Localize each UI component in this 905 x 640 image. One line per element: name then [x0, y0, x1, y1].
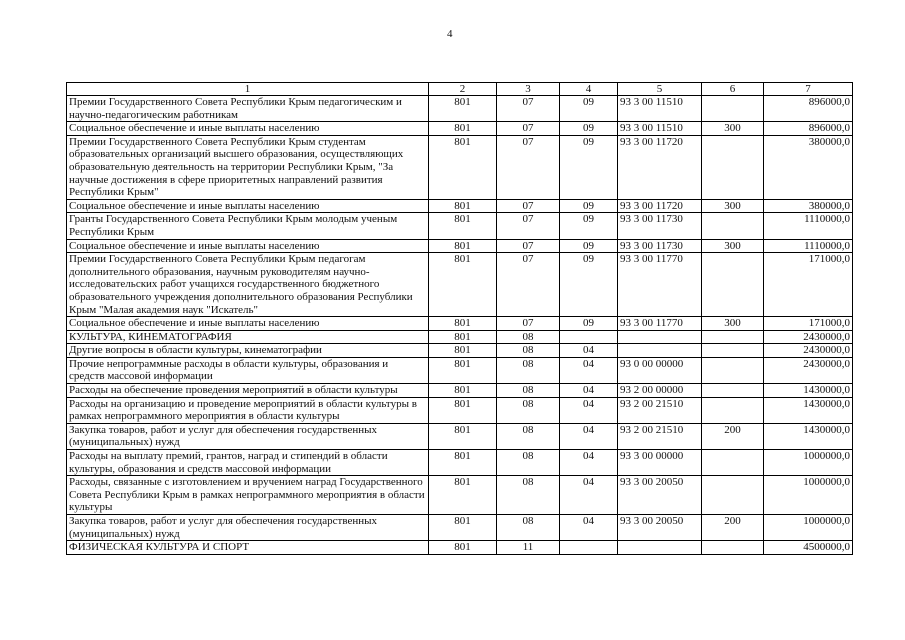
- header-cell: 6: [702, 83, 764, 96]
- row-description: Закупка товаров, работ и услуг для обеспечения государственных (муниципальных) нужд: [67, 515, 429, 541]
- row-description: Социальное обеспечение и иные выплаты населению: [67, 122, 429, 136]
- row-subsection-code: 04: [560, 357, 618, 383]
- row-description: Социальное обеспечение и иные выплаты населению: [67, 239, 429, 253]
- row-description: Премии Государственного Совета Республики Крым педагогическим и научно-педагогическим работникам: [67, 96, 429, 122]
- row-target-article: 93 3 00 11720: [618, 135, 702, 199]
- table-row: [67, 253, 853, 317]
- row-target-article: 93 2 00 21510: [618, 397, 702, 423]
- row-amount: 1000000,0: [764, 515, 853, 541]
- row-ministry-code: 801: [429, 317, 497, 331]
- row-amount: 1000000,0: [764, 450, 853, 476]
- header-cell: 4: [560, 83, 618, 96]
- row-expense-type: [702, 96, 764, 122]
- row-subsection-code: 04: [560, 344, 618, 358]
- header-cell: 7: [764, 83, 853, 96]
- table-row: [67, 357, 853, 383]
- row-subsection-code: 09: [560, 317, 618, 331]
- table-row: [67, 330, 853, 344]
- header-cell: 3: [497, 83, 560, 96]
- table-row: [67, 96, 853, 122]
- row-expense-type: [702, 330, 764, 344]
- row-subsection-code: 04: [560, 515, 618, 541]
- row-section-code: 07: [497, 253, 560, 317]
- row-description: Премии Государственного Совета Республики Крым студентам образовательных организаций высшего образования, осуществляющих образовательную деятельность на территории Республики Крым, "За научные достижения в сфере приоритетных направлений развития Республики Крым": [67, 135, 429, 199]
- row-ministry-code: 801: [429, 199, 497, 213]
- row-ministry-code: 801: [429, 122, 497, 136]
- header-cell: 5: [618, 83, 702, 96]
- row-description: Расходы на обеспечение проведения мероприятий в области культуры: [67, 384, 429, 398]
- row-section-code: 08: [497, 344, 560, 358]
- row-description: Закупка товаров, работ и услуг для обеспечения государственных (муниципальных) нужд: [67, 423, 429, 449]
- row-expense-type: 300: [702, 317, 764, 331]
- table-row: [67, 476, 853, 515]
- table-row: [67, 541, 853, 555]
- row-ministry-code: 801: [429, 357, 497, 383]
- row-expense-type: [702, 213, 764, 239]
- table-row: [67, 344, 853, 358]
- row-section-code: 08: [497, 476, 560, 515]
- row-description: Расходы на выплату премий, грантов, наград и стипендий в области культуры, образования и средств массовой информации: [67, 450, 429, 476]
- row-subsection-code: 04: [560, 397, 618, 423]
- row-amount: 1430000,0: [764, 384, 853, 398]
- row-expense-type: [702, 384, 764, 398]
- header-cell: 1: [67, 83, 429, 96]
- row-target-article: 93 2 00 21510: [618, 423, 702, 449]
- row-subsection-code: 09: [560, 135, 618, 199]
- row-amount: 2430000,0: [764, 344, 853, 358]
- row-ministry-code: 801: [429, 423, 497, 449]
- row-section-code: 08: [497, 330, 560, 344]
- row-expense-type: [702, 397, 764, 423]
- row-section-code: 07: [497, 239, 560, 253]
- row-target-article: 93 3 00 00000: [618, 450, 702, 476]
- row-ministry-code: 801: [429, 541, 497, 555]
- row-expense-type: [702, 253, 764, 317]
- table-row: [67, 199, 853, 213]
- row-section-code: 07: [497, 199, 560, 213]
- row-expense-type: 200: [702, 515, 764, 541]
- row-subsection-code: [560, 330, 618, 344]
- table-row: [67, 515, 853, 541]
- row-expense-type: [702, 541, 764, 555]
- row-expense-type: 300: [702, 239, 764, 253]
- table-row: [67, 135, 853, 199]
- row-subsection-code: 04: [560, 476, 618, 515]
- row-description: Расходы на организацию и проведение мероприятий в области культуры в рамках непрограммного мероприятия в области культуры: [67, 397, 429, 423]
- row-target-article: [618, 330, 702, 344]
- table-row: [67, 397, 853, 423]
- row-subsection-code: 04: [560, 384, 618, 398]
- row-section-code: 08: [497, 384, 560, 398]
- row-ministry-code: 801: [429, 476, 497, 515]
- row-target-article: 93 3 00 11510: [618, 96, 702, 122]
- row-section-code: 08: [497, 357, 560, 383]
- row-expense-type: 300: [702, 199, 764, 213]
- row-target-article: 93 3 00 11730: [618, 213, 702, 239]
- row-target-article: 93 3 00 20050: [618, 515, 702, 541]
- row-description: Премии Государственного Совета Республики Крым педагогам дополнительного образования, научным руководителям научно-исследовательских работ учащихся государственного бюджетного образовательного учреждения дополнительного образования Республики Крым "Малая академия наук "Искатель": [67, 253, 429, 317]
- row-section-code: 07: [497, 135, 560, 199]
- header-row: [67, 83, 853, 96]
- row-section-code: 07: [497, 122, 560, 136]
- row-amount: 1110000,0: [764, 239, 853, 253]
- row-target-article: [618, 541, 702, 555]
- row-subsection-code: 09: [560, 96, 618, 122]
- row-ministry-code: 801: [429, 239, 497, 253]
- row-subsection-code: 09: [560, 199, 618, 213]
- table-row: [67, 239, 853, 253]
- row-amount: 171000,0: [764, 253, 853, 317]
- row-section-code: 08: [497, 450, 560, 476]
- row-section-code: 07: [497, 96, 560, 122]
- row-expense-type: 300: [702, 122, 764, 136]
- row-subsection-code: 09: [560, 253, 618, 317]
- budget-table: [66, 82, 853, 555]
- row-subsection-code: 04: [560, 450, 618, 476]
- table-row: [67, 423, 853, 449]
- row-target-article: 93 3 00 11770: [618, 317, 702, 331]
- row-description: Социальное обеспечение и иные выплаты населению: [67, 199, 429, 213]
- row-expense-type: [702, 476, 764, 515]
- row-subsection-code: 09: [560, 213, 618, 239]
- table-row: [67, 384, 853, 398]
- row-ministry-code: 801: [429, 253, 497, 317]
- row-expense-type: [702, 357, 764, 383]
- row-ministry-code: 801: [429, 135, 497, 199]
- row-section-code: 07: [497, 213, 560, 239]
- row-amount: 380000,0: [764, 135, 853, 199]
- row-ministry-code: 801: [429, 96, 497, 122]
- row-ministry-code: 801: [429, 397, 497, 423]
- row-amount: 380000,0: [764, 199, 853, 213]
- row-section-code: 08: [497, 515, 560, 541]
- table-row: [67, 213, 853, 239]
- row-section-code: 07: [497, 317, 560, 331]
- row-section-code: 08: [497, 423, 560, 449]
- row-description: Прочие непрограммные расходы в области культуры, образования и средств массовой информации: [67, 357, 429, 383]
- row-amount: 4500000,0: [764, 541, 853, 555]
- row-subsection-code: 09: [560, 239, 618, 253]
- row-description: Гранты Государственного Совета Республики Крым молодым ученым Республики Крым: [67, 213, 429, 239]
- table-row: [67, 122, 853, 136]
- row-amount: 896000,0: [764, 96, 853, 122]
- row-target-article: 93 0 00 00000: [618, 357, 702, 383]
- row-section-code: 11: [497, 541, 560, 555]
- row-ministry-code: 801: [429, 450, 497, 476]
- row-target-article: 93 2 00 00000: [618, 384, 702, 398]
- row-amount: 1000000,0: [764, 476, 853, 515]
- row-expense-type: 200: [702, 423, 764, 449]
- row-target-article: 93 3 00 20050: [618, 476, 702, 515]
- row-expense-type: [702, 344, 764, 358]
- row-subsection-code: [560, 541, 618, 555]
- row-amount: 1430000,0: [764, 423, 853, 449]
- table-row: [67, 317, 853, 331]
- row-expense-type: [702, 450, 764, 476]
- row-ministry-code: 801: [429, 330, 497, 344]
- row-section-code: 08: [497, 397, 560, 423]
- row-amount: 171000,0: [764, 317, 853, 331]
- row-amount: 896000,0: [764, 122, 853, 136]
- page-number: 4: [447, 28, 453, 40]
- row-description: КУЛЬТУРА, КИНЕМАТОГРАФИЯ: [67, 330, 429, 344]
- row-amount: 1430000,0: [764, 397, 853, 423]
- row-target-article: 93 3 00 11770: [618, 253, 702, 317]
- row-ministry-code: 801: [429, 344, 497, 358]
- row-subsection-code: 09: [560, 122, 618, 136]
- row-target-article: [618, 344, 702, 358]
- row-ministry-code: 801: [429, 515, 497, 541]
- row-description: Расходы, связанные с изготовлением и вручением наград Государственного Совета Республики Крым в рамках непрограммного мероприятия в области культуры: [67, 476, 429, 515]
- row-description: ФИЗИЧЕСКАЯ КУЛЬТУРА И СПОРТ: [67, 541, 429, 555]
- row-description: Другие вопросы в области культуры, кинематографии: [67, 344, 429, 358]
- header-cell: 2: [429, 83, 497, 96]
- row-ministry-code: 801: [429, 384, 497, 398]
- row-expense-type: [702, 135, 764, 199]
- row-amount: 1110000,0: [764, 213, 853, 239]
- row-amount: 2430000,0: [764, 330, 853, 344]
- row-target-article: 93 3 00 11730: [618, 239, 702, 253]
- table-row: [67, 450, 853, 476]
- row-subsection-code: 04: [560, 423, 618, 449]
- row-ministry-code: 801: [429, 213, 497, 239]
- row-amount: 2430000,0: [764, 357, 853, 383]
- row-target-article: 93 3 00 11510: [618, 122, 702, 136]
- row-target-article: 93 3 00 11720: [618, 199, 702, 213]
- row-description: Социальное обеспечение и иные выплаты населению: [67, 317, 429, 331]
